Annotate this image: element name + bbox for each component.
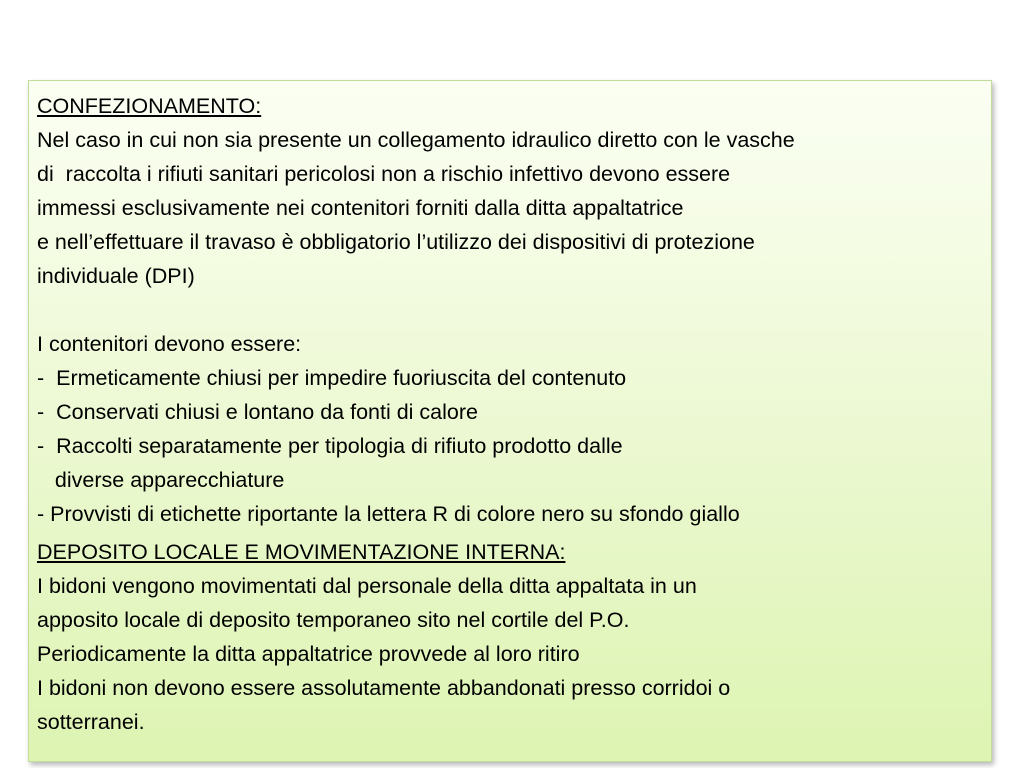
paragraph-line: sotterranei. bbox=[37, 710, 145, 734]
paragraph-line: apposito locale di deposito temporaneo sito nel cortile del P.O. bbox=[37, 608, 630, 632]
section-heading-deposito: DEPOSITO LOCALE E MOVIMENTAZIONE INTERNA: bbox=[37, 540, 566, 564]
paragraph-line: Periodicamente la ditta appaltatrice provvede al loro ritiro bbox=[37, 642, 580, 666]
paragraph-line: I bidoni non devono essere assolutamente abbandonati presso corridoi o bbox=[37, 676, 731, 700]
paragraph-line: I bidoni vengono movimentati dal personale della ditta appaltata in un bbox=[37, 574, 697, 598]
list-item: - Raccolti separatamente per tipologia di rifiuto prodotto dalle bbox=[37, 434, 623, 458]
paragraph-line: individuale (DPI) bbox=[37, 264, 195, 288]
paragraph-line: immessi esclusivamente nei contenitori forniti dalla ditta appaltatrice bbox=[37, 196, 684, 220]
list-item: - Provvisti di etichette riportante la lettera R di colore nero su sfondo giallo bbox=[37, 502, 740, 526]
list-item: - Ermeticamente chiusi per impedire fuoriuscita del contenuto bbox=[37, 366, 627, 390]
paragraph-line: e nell’effettuare il travaso è obbligatorio l’utilizzo dei dispositivi di protezione bbox=[37, 230, 755, 254]
text-body bbox=[37, 89, 987, 739]
paragraph-line: di raccolta i rifiuti sanitari pericolosi non a rischio infettivo devono essere bbox=[37, 162, 731, 186]
blank-line bbox=[37, 293, 987, 327]
section-heading-confezionamento: CONFEZIONAMENTO: bbox=[37, 94, 262, 118]
content-panel bbox=[28, 80, 992, 762]
containers-intro: I contenitori devono essere: bbox=[37, 332, 302, 356]
list-item: - Conservati chiusi e lontano da fonti di calore bbox=[37, 400, 478, 424]
list-item-continuation: diverse apparecchiature bbox=[37, 468, 285, 492]
paragraph-line: Nel caso in cui non sia presente un collegamento idraulico diretto con le vasche bbox=[37, 128, 795, 152]
